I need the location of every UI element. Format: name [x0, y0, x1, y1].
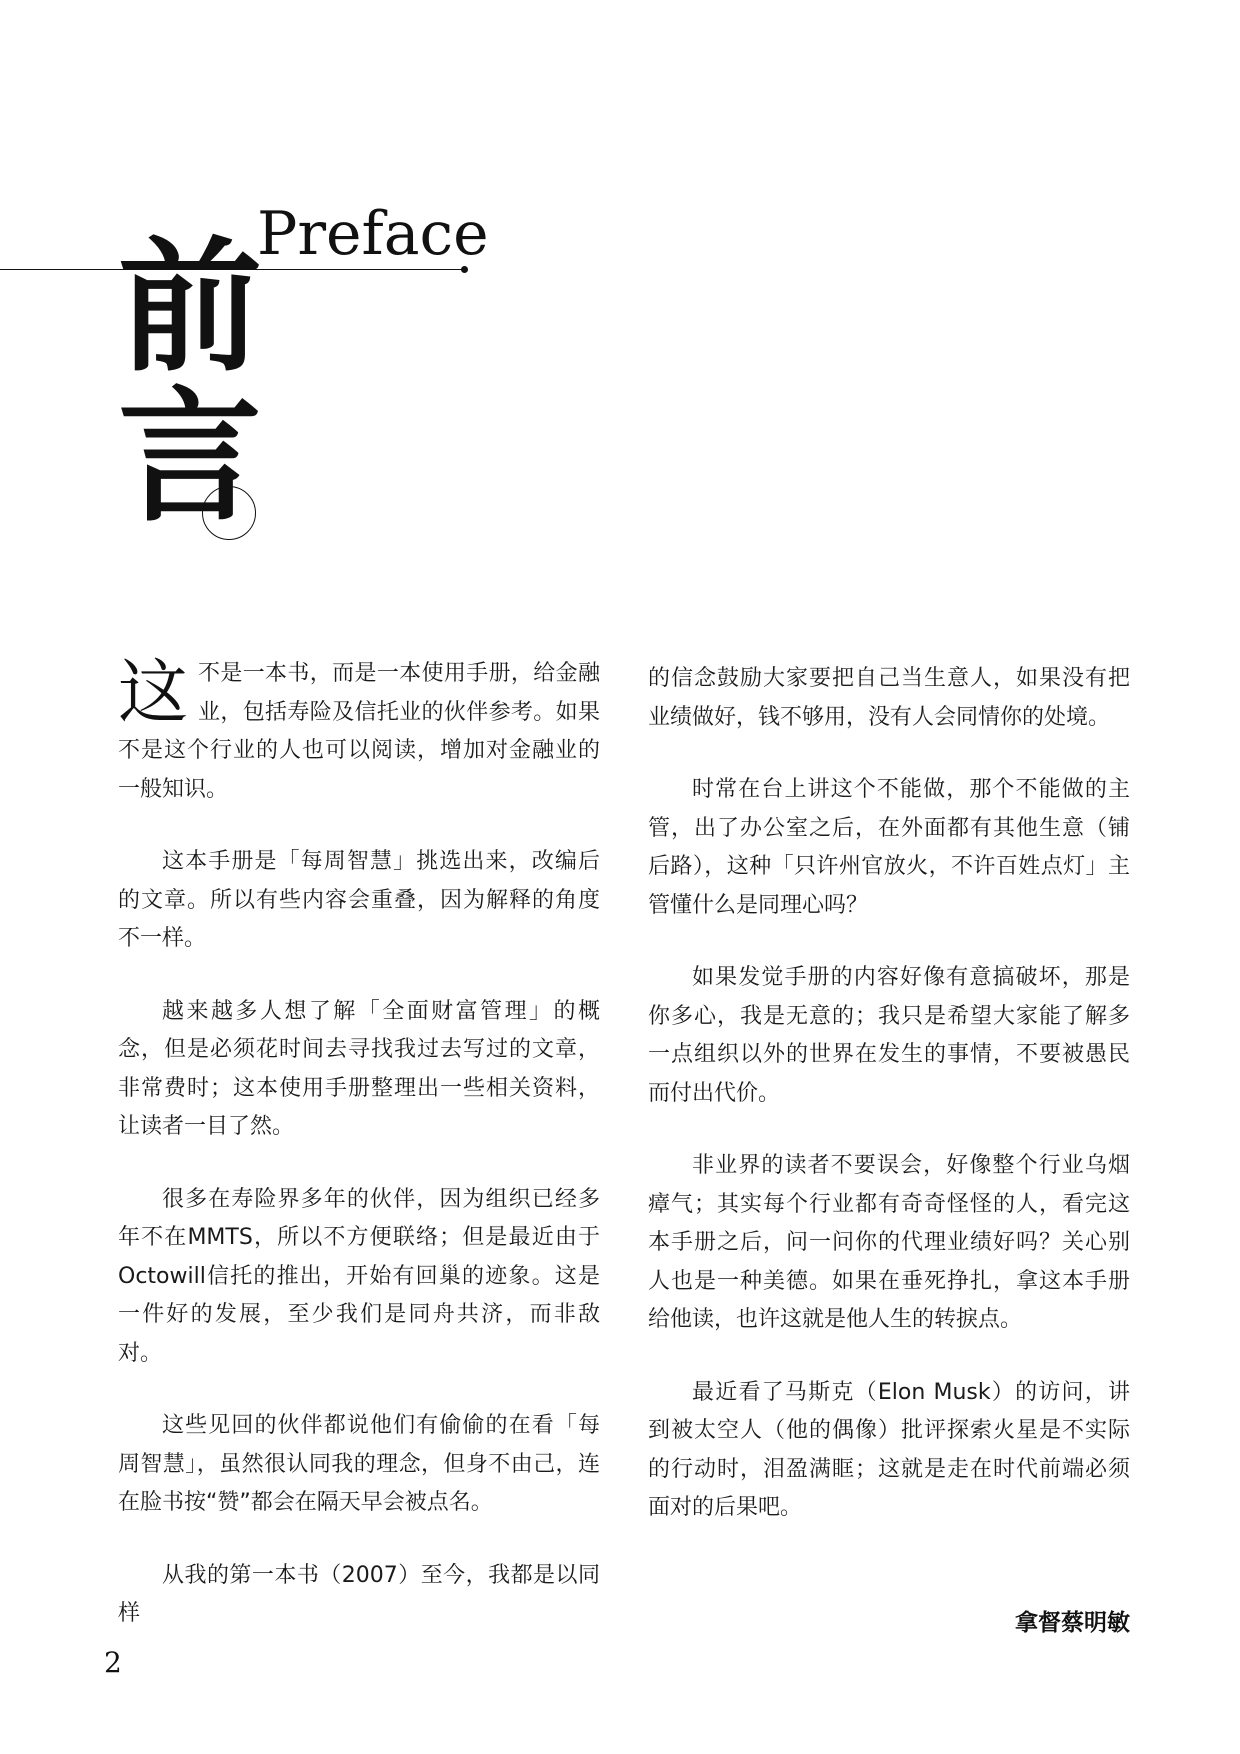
page-number: 2	[104, 1646, 122, 1679]
paragraph-5: 这些见回的伙伴都说他们有偷偷的在看「每周智慧」，虽然很认同我的理念，但身不由己，连在脸书按“赞”都会在隔天早会被点名。	[118, 1413, 600, 1515]
drop-cap: 这	[118, 651, 188, 733]
paragraph-11: 最近看了马斯克（Elon Musk）的访问，讲到被太空人（他的偶像）批评探索火星是不实际的行动时，泪盈满眶；这就是走在时代前端必须面对的后果吧。	[648, 1379, 1130, 1520]
title-zh-char-2: 言	[118, 372, 263, 541]
right-column	[648, 660, 1130, 1528]
author-signature: 拿督蔡明敏	[1015, 1610, 1130, 1636]
paragraph-1-text: 不是一本书，而是一本使用手册，给金融业，包括寿险及信托业的伙伴参考。如果不是这个行业的人也可以阅读，增加对金融业的一般知识。	[118, 661, 600, 802]
paragraph-10: 非业界的读者不要误会，好像整个行业乌烟瘴气；其实每个行业都有奇奇怪怪的人，看完这本手册之后，问一问你的代理业绩好吗？关心别人也是一种美德。如果在垂死挣扎，拿这本手册给他读，也许这就是他人生的转捩点。	[648, 1153, 1130, 1332]
paragraph-9: 如果发觉手册的内容好像有意搞破坏，那是你多心，我是无意的；我只是希望大家能了解多一点组织以外的世界在发生的事情，不要被愚民而付出代价。	[648, 965, 1130, 1106]
paragraph-7: 的信念鼓励大家要把自己当生意人，如果没有把业绩做好，钱不够用，没有人会同情你的处境。	[648, 666, 1130, 730]
preface-title-en: Preface	[257, 199, 489, 269]
paragraph-1	[118, 651, 600, 809]
paragraph-3: 越来越多人想了解「全面财富管理」的概念，但是必须花时间去寻找我过去写过的文章，非常费时；这本使用手册整理出一些相关资料，让读者一目了然。	[118, 998, 600, 1139]
paragraph-6: 从我的第一本书（2007）至今，我都是以同样	[118, 1562, 600, 1626]
title-zh-char-1: 前	[118, 222, 263, 391]
decorative-circle	[202, 486, 256, 540]
preface-title-zh	[118, 222, 268, 541]
left-column	[118, 651, 600, 1634]
paragraph-2: 这本手册是「每周智慧」挑选出来，改编后的文章。所以有些内容会重叠，因为解释的角度不一样。	[118, 849, 600, 951]
paragraph-8: 时常在台上讲这个不能做，那个不能做的主管，出了办公室之后，在外面都有其他生意（铺后路），这种「只许州官放火，不许百姓点灯」主管懂什么是同理心吗？	[648, 777, 1130, 918]
paragraph-4: 很多在寿险界多年的伙伴，因为组织已经多年不在MMTS，所以不方便联络；但是最近由于Octowill信托的推出，开始有回巢的迹象。这是一件好的发展，至少我们是同舟共济，而非敌对。	[118, 1186, 600, 1366]
